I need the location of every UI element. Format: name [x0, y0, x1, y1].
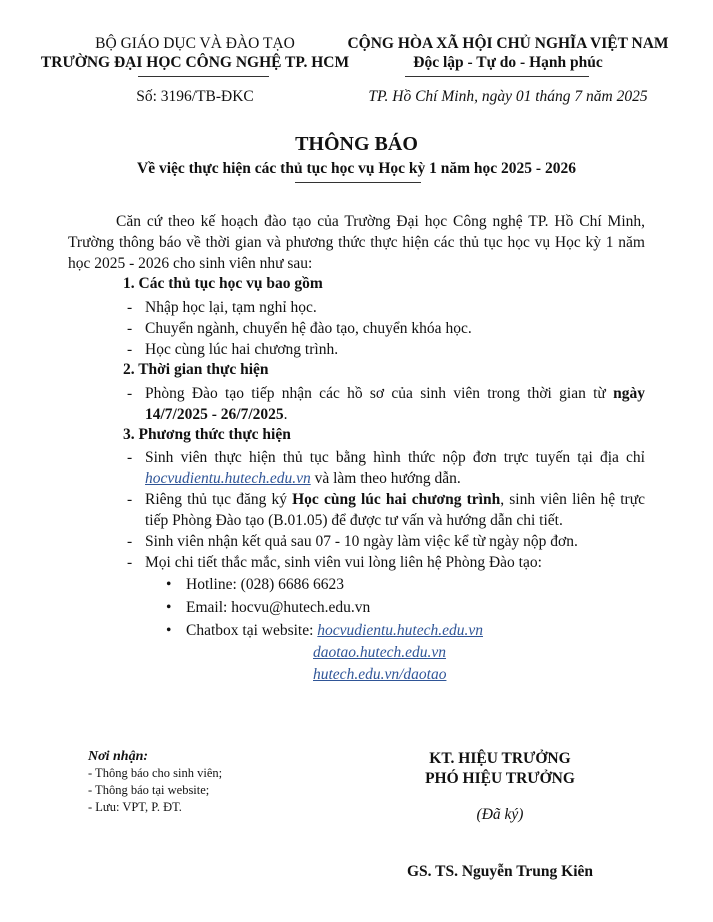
item-text: Mọi chi tiết thắc mắc, sinh viên vui lòng liên hệ Phòng Đào tạo: — [145, 554, 542, 571]
item-text: Phòng Đào tạo tiếp nhận các hồ sơ của sinh viên trong thời gian từ — [145, 385, 614, 402]
contact-chatbox — [166, 620, 483, 641]
item-text: Sinh viên thực hiện thủ tục bằng hình thức nộp đơn trực tuyến tại địa chỉ — [145, 449, 645, 466]
hocvudientu-link[interactable]: hocvudientu.hutech.edu.vn — [145, 470, 311, 487]
section-3-item: - Sinh viên thực hiện thủ tục bằng hình thức nộp đơn trực tuyến tại địa chỉ hocvudientu.hutech.edu.vn và làm theo hướng dẫn. — [127, 449, 645, 487]
bullet-icon: • — [166, 576, 172, 593]
subtitle-underline — [295, 182, 421, 183]
section-3-item: - Riêng thủ tục đăng ký Học cùng lúc hai chương trình, sinh viên liên hệ trực tiếp Phòng Đào tạo (B.01.05) để được tư vấn và hướng dẫn chi tiết. — [127, 491, 645, 529]
date-range: ngày 14/7/2025 - 26/7/2025 — [145, 385, 645, 423]
hotline-text: Hotline: (028) 6686 6623 — [186, 576, 344, 593]
bullet-icon: • — [166, 599, 172, 616]
section-2-item: - Phòng Đào tạo tiếp nhận các hồ sơ của sinh viên trong thời gian từ ngày 14/7/2025 - 26/7/2025. — [127, 385, 645, 423]
item-text: . — [283, 406, 288, 423]
motto-underline — [405, 76, 589, 77]
place-and-date: TP. Hồ Chí Minh, ngày 01 tháng 7 năm 2025 — [368, 88, 648, 105]
chatbox-link-hocvudientu[interactable]: hocvudientu.hutech.edu.vn — [317, 622, 483, 639]
contact-email — [166, 597, 371, 618]
signature-line-1: KT. HIỆU TRƯỞNG — [429, 750, 571, 767]
contact-hotline — [166, 574, 344, 595]
university-underline — [138, 76, 269, 77]
email-text: Email: hocvu@hutech.edu.vn — [186, 599, 371, 616]
item-text: Chuyển ngành, chuyển hệ đào tạo, chuyển khóa học. — [145, 320, 472, 337]
recipients-block — [88, 748, 222, 816]
item-text: Nhập học lại, tạm nghỉ học. — [145, 299, 317, 316]
signer-name: GS. TS. Nguyễn Trung Kiên — [406, 863, 594, 880]
document-subtitle: Về việc thực hiện các thủ tục học vụ Học kỳ 1 năm học 2025 - 2026 — [137, 160, 576, 177]
recipients-label: Nơi nhận: — [88, 749, 149, 764]
recipient-item: - Lưu: VPT, P. ĐT. — [88, 800, 182, 814]
item-text: Riêng thủ tục đăng ký — [145, 491, 293, 508]
signature-line-2: PHÓ HIỆU TRƯỞNG — [425, 770, 575, 787]
bullet-icon: • — [166, 622, 172, 639]
item-text: , sinh viên liên hệ trực tiếp Phòng Đào tạo (B.01.05) để được tư vấn và hướng dẫn chi tiết. — [145, 491, 645, 529]
chatbox-label: Chatbox tại website: — [186, 622, 318, 639]
section-1-item: - Chuyển ngành, chuyển hệ đào tạo, chuyển khóa học. — [127, 320, 472, 337]
header-right — [343, 34, 673, 72]
chatbox-link-daotao[interactable]: daotao.hutech.edu.vn — [313, 644, 447, 661]
chatbox-link-hutech-daotao[interactable]: hutech.edu.vn/daotao — [313, 666, 447, 683]
section-1-heading: 1. Các thủ tục học vụ bao gồm — [123, 275, 323, 292]
section-1-item: - Học cùng lúc hai chương trình. — [127, 341, 339, 358]
national-motto: Độc lập - Tự do - Hạnh phúc — [413, 54, 603, 71]
section-2-heading: 2. Thời gian thực hiện — [123, 361, 269, 378]
item-text: và làm theo hướng dẫn. — [310, 470, 461, 487]
signature-status: (Đã ký) — [476, 806, 524, 823]
ministry-name: BỘ GIÁO DỤC VÀ ĐÀO TẠO — [95, 35, 295, 52]
nation-name: CỘNG HÒA XÃ HỘI CHỦ NGHĨA VIỆT NAM — [347, 35, 669, 52]
item-text: Sinh viên nhận kết quả sau 07 - 10 ngày làm việc kể từ ngày nộp đơn. — [145, 533, 578, 550]
university-name: TRƯỜNG ĐẠI HỌC CÔNG NGHỆ TP. HCM — [40, 54, 350, 71]
section-3-item: - Mọi chi tiết thắc mắc, sinh viên vui lòng liên hệ Phòng Đào tạo: — [127, 554, 542, 571]
item-bold-text: Học cùng lúc hai chương trình — [292, 491, 501, 508]
recipient-item: - Thông báo cho sinh viên; — [88, 766, 223, 780]
item-text: Học cùng lúc hai chương trình. — [145, 341, 339, 358]
header-left — [30, 34, 360, 72]
document-title: THÔNG BÁO — [295, 133, 418, 155]
section-3-item: - Sinh viên nhận kết quả sau 07 - 10 ngày làm việc kể từ ngày nộp đơn. — [127, 533, 578, 550]
recipient-item: - Thông báo tại website; — [88, 783, 210, 797]
intro-paragraph: Căn cứ theo kế hoạch đào tạo của Trường Đại học Công nghệ TP. Hồ Chí Minh, Trường thông báo về thời gian và phương thức thực hiện các thủ tục học vụ Học kỳ 1 năm học 2025 - 2026 cho sinh viên như sau: — [68, 213, 645, 272]
document-number: Số: 3196/TB-ĐKC — [136, 88, 254, 105]
signature-title — [385, 749, 615, 789]
section-3-heading: 3. Phương thức thực hiện — [123, 426, 291, 443]
section-1-item: - Nhập học lại, tạm nghỉ học. — [127, 299, 317, 316]
